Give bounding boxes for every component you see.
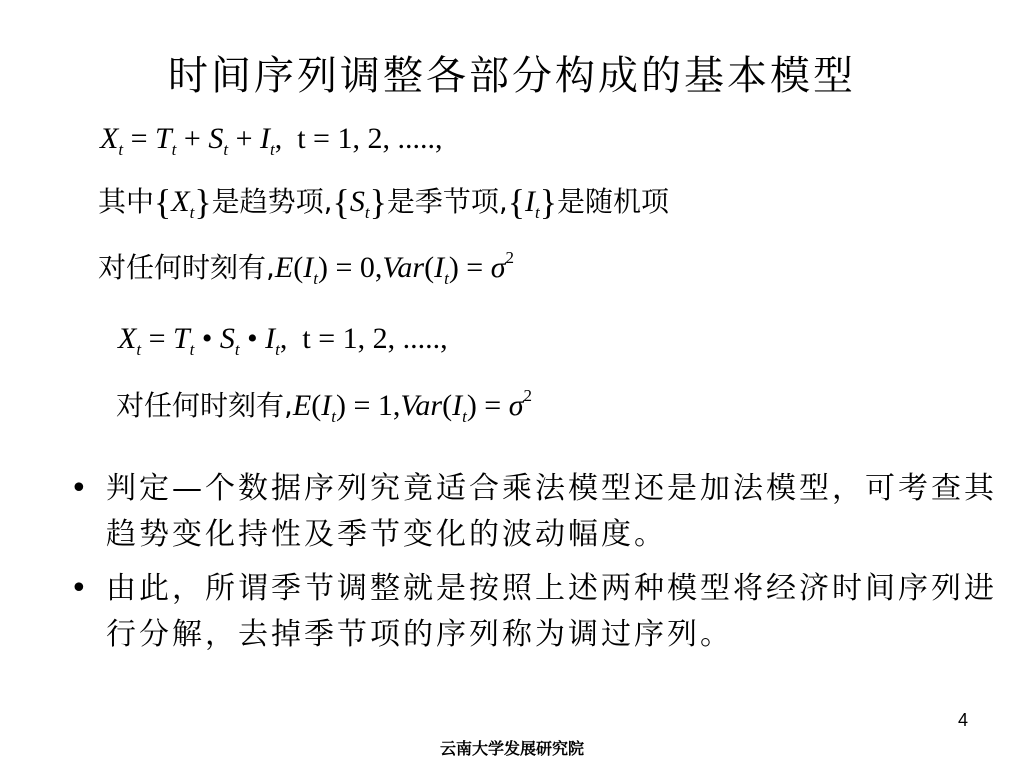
cond-var: Var [382, 251, 425, 284]
cond-i-var: I [452, 389, 463, 422]
page-number: 4 [957, 710, 968, 730]
eq-subscript: t [275, 340, 280, 359]
cond-i-var: I [321, 389, 332, 422]
desc-subscript: t [189, 203, 195, 222]
desc-prefix: 其中 [98, 185, 155, 218]
desc-seasonal-label: 是季节项, [386, 185, 508, 218]
bullet-item [70, 466, 1000, 558]
cond-i-var: I [434, 251, 445, 284]
bullet-list [70, 466, 1000, 666]
bullet-dot-icon: • [70, 571, 91, 606]
eq-i-var: I [265, 322, 276, 355]
cond-power: 2 [523, 386, 533, 405]
cond-var: Var [400, 389, 443, 422]
bullet-item [70, 566, 1000, 658]
eq-i-var: I [259, 122, 270, 155]
desc-x-var: X [171, 185, 190, 218]
eq-subscript: t [171, 140, 177, 159]
cond-subscript: t [444, 269, 449, 288]
cond-expectation-value: 1 [377, 389, 393, 422]
cond-subscript: t [462, 407, 467, 426]
desc-random-label: 是随机项 [557, 185, 670, 218]
eq-subscript: t [269, 140, 275, 159]
eq-s-var: S [219, 322, 235, 355]
eq-subscript: t [189, 340, 195, 359]
cond-subscript: t [313, 269, 318, 288]
cond-prefix: 对任何时刻有, [98, 251, 275, 284]
eq-subscript: t [234, 340, 240, 359]
cond-sigma: σ [490, 251, 506, 284]
multiplicative-equation: $X_t = T_t$ • $S_t$ • $I_t$, t = 1, 2, ....., [118, 322, 448, 359]
desc-subscript: t [364, 203, 370, 222]
cond-e: E [274, 251, 294, 284]
desc-trend-label: 是趋势项, [211, 185, 333, 218]
eq-index-range: t = 1, 2, ....., [302, 322, 448, 355]
eq-x-var: X [100, 122, 119, 155]
cond-e: E [292, 389, 312, 422]
slide-title: 时间序列调整各部分构成的基本模型 [168, 53, 856, 99]
cond-subscript: t [331, 407, 336, 426]
cond-sigma: σ [508, 389, 524, 422]
eq-s-var: S [208, 122, 224, 155]
eq-x-var: X [118, 322, 137, 355]
cond-prefix: 对任何时刻有, [116, 389, 293, 422]
cond-i-var: I [303, 251, 314, 284]
desc-subscript: t [535, 203, 540, 222]
additive-equation: $X_t = T_t + S_t + I_t$, t = 1, 2, ....., [100, 122, 443, 159]
bullet-text: 判定—个数据序列究竟适合乘法模型还是加法模型，可考查其趋势变化持性及季节变化的波动幅度。 [106, 471, 997, 552]
footer-institution: 云南大学发展研究院 [439, 739, 584, 758]
multiplicative-condition: 对任何时刻有$,E(I_t) = 1,Var(I_t) = \sigma^2$ [116, 386, 533, 426]
desc-s-var: S [349, 185, 365, 218]
bullet-text: 由此，所谓季节调整就是按照上述两种模型将经济时间序列进行分解，去掉季节项的序列称为调过序列。 [106, 571, 997, 652]
desc-i-var: I [525, 185, 536, 218]
bullet-dot-icon: • [70, 471, 91, 506]
component-description: 其中$\{X_t\}$是趋势项$,\{S_t\}$是季节项$,\{I_t\}$是随机项 [98, 182, 670, 222]
eq-index-range: t = 1, 2, ....., [297, 122, 443, 155]
cond-expectation-value: 0 [359, 251, 375, 284]
additive-condition: 对任何时刻有$,E(I_t) = 0,Var(I_t) = \sigma^2$ [98, 248, 515, 288]
cond-power: 2 [505, 248, 515, 267]
eq-t-var: T [154, 122, 172, 155]
eq-t-var: T [172, 322, 190, 355]
eq-subscript: t [223, 140, 229, 159]
eq-subscript: t [136, 340, 142, 359]
eq-subscript: t [118, 140, 124, 159]
